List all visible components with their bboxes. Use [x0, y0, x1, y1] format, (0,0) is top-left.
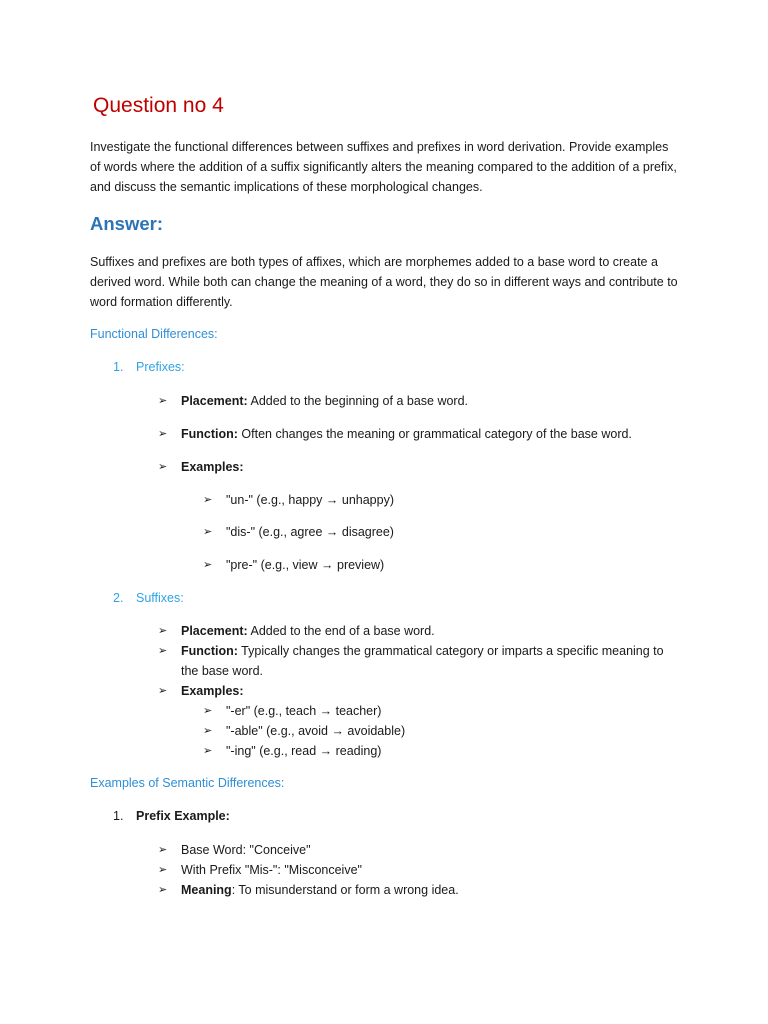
placement-text: Added to the beginning of a base word. — [247, 394, 469, 408]
arrowhead-bullet-icon: ➢ — [203, 725, 213, 737]
arrowhead-bullet-icon: ➢ — [158, 884, 168, 896]
arrowhead-bullet-icon: ➢ — [158, 395, 168, 407]
function-label: Function: — [181, 427, 238, 441]
arrowhead-bullet-icon: ➢ — [203, 494, 213, 506]
arrowhead-bullet-icon: ➢ — [203, 526, 213, 538]
question-text: Investigate the functional differences between suffixes and prefixes in word derivation. Provide examples of words where the addition of a suffix significantly alters the meaning compared to the addition of a prefix, and discuss the semantic implications of these morphological changes. — [90, 140, 677, 194]
arrowhead-bullet-icon: ➢ — [203, 705, 213, 717]
arrowhead-bullet-icon: ➢ — [203, 559, 213, 571]
prefix-example-number: 1. — [113, 809, 124, 823]
placement-label: Placement: — [181, 624, 248, 638]
prefixes-label: Prefixes: — [136, 360, 185, 374]
arrowhead-bullet-icon: ➢ — [158, 461, 168, 473]
prefix-example-label: Prefix Example: — [136, 809, 230, 823]
arrowhead-bullet-icon: ➢ — [158, 625, 168, 637]
prefix-example-text: "dis-" (e.g., agree → disagree) — [226, 525, 394, 539]
base-word-text: Base Word: "Conceive" — [181, 843, 311, 857]
function-text: Typically changes the grammatical category or imparts a specific meaning to the base word. — [181, 644, 664, 678]
arrowhead-bullet-icon: ➢ — [158, 864, 168, 876]
functional-differences-heading: Functional Differences: — [90, 327, 218, 341]
meaning-text: : To misunderstand or form a wrong idea. — [231, 883, 459, 897]
examples-label: Examples: — [181, 460, 244, 474]
arrowhead-bullet-icon: ➢ — [158, 645, 168, 657]
question-title: Question no 4 — [93, 94, 224, 117]
suffixes-label: Suffixes: — [136, 591, 184, 605]
arrowhead-bullet-icon: ➢ — [203, 745, 213, 757]
suffix-example-text: "-er" (e.g., teach → teacher) — [226, 704, 382, 718]
answer-heading: Answer: — [90, 213, 163, 234]
function-text: Often changes the meaning or grammatical category of the base word. — [237, 427, 632, 441]
meaning-label: Meaning — [181, 883, 232, 897]
placement-label: Placement: — [181, 394, 248, 408]
semantic-differences-heading: Examples of Semantic Differences: — [90, 776, 285, 790]
prefix-example-text: "un-" (e.g., happy → unhappy) — [226, 493, 394, 507]
prefixes-number: 1. — [113, 360, 124, 374]
with-prefix-text: With Prefix "Mis-": "Misconceive" — [181, 863, 362, 877]
placement-text: Added to the end of a base word. — [247, 624, 435, 638]
suffix-example-text: "-able" (e.g., avoid → avoidable) — [226, 724, 406, 738]
suffix-example-text: "-ing" (e.g., read → reading) — [226, 744, 382, 758]
arrowhead-bullet-icon: ➢ — [158, 685, 168, 697]
examples-label: Examples: — [181, 684, 244, 698]
prefix-example-text: "pre-" (e.g., view → preview) — [226, 558, 385, 572]
arrowhead-bullet-icon: ➢ — [158, 844, 168, 856]
answer-intro: Suffixes and prefixes are both types of affixes, which are morphemes added to a base word to create a derived word. While both can change the meaning of a word, they do so in different ways and contribute to word formation differently. — [90, 255, 678, 309]
arrowhead-bullet-icon: ➢ — [158, 428, 168, 440]
suffixes-number: 2. — [113, 591, 124, 605]
function-label: Function: — [181, 644, 238, 658]
